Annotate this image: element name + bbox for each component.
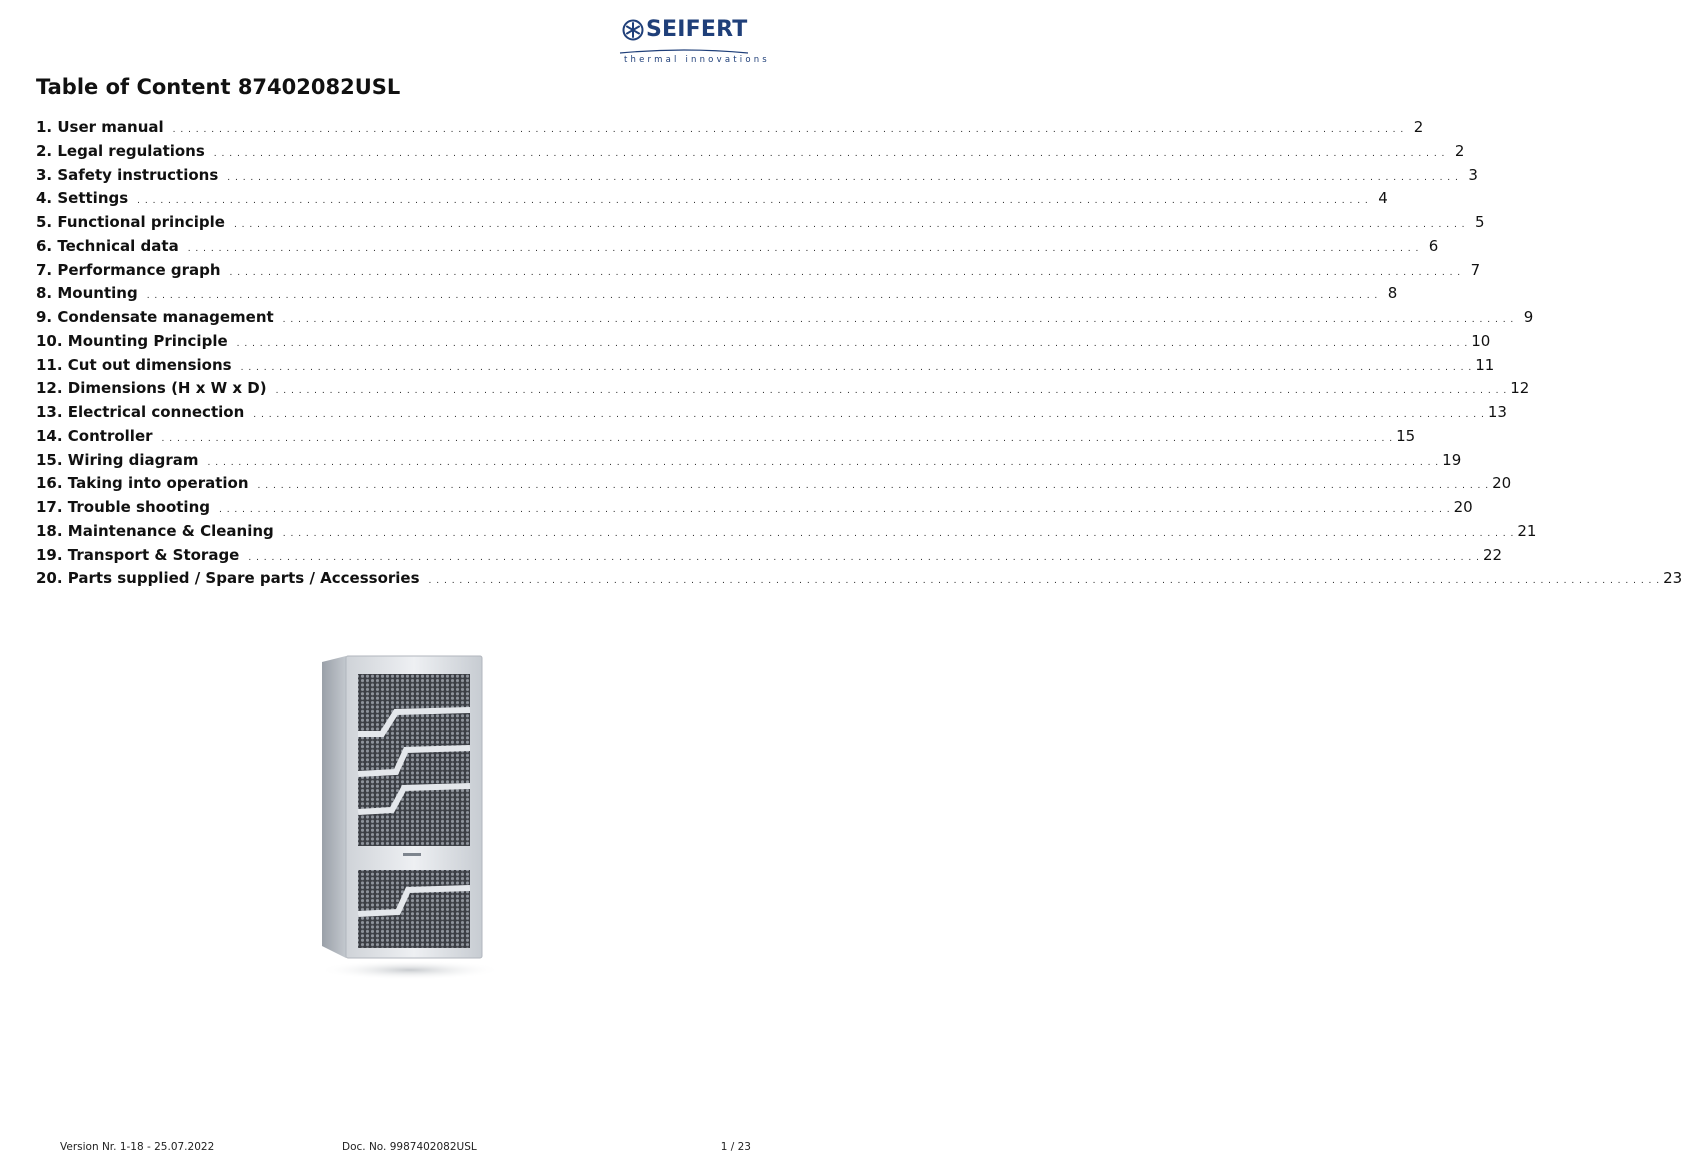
toc-entry[interactable] (36, 306, 1534, 330)
toc-entry[interactable] (36, 164, 1478, 188)
toc-entry-title[interactable]: 15. Wiring diagram (36, 450, 199, 469)
toc-entry[interactable] (36, 140, 1465, 164)
page-title: Table of Content 87402082USL (36, 75, 401, 99)
toc-entry-title[interactable]: 16. Taking into operation (36, 474, 249, 493)
footer-page-number: 1 / 23 (720, 1141, 751, 1153)
seifert-logo (618, 14, 770, 66)
toc-entry-page[interactable]: 20 (1453, 498, 1473, 516)
toc-entry[interactable] (36, 187, 1388, 211)
toc-entry-title[interactable]: 12. Dimensions (H x W x D) (36, 379, 267, 398)
toc-entry[interactable] (36, 282, 1398, 306)
toc-entry-page[interactable]: 9 (1523, 308, 1534, 326)
toc-entry-page[interactable]: 8 (1387, 284, 1398, 303)
dot-leader: . . . . . . . . . . . . . . . . . . . . . . . . . . . . . . . . . . . . . . . . . . . . . . . . . . . . . . . . . . . . . . . . . . . . . . . . . . . . . . . . . . . . . . . . . . . . . . . . . . . . . . . . . . . . . . . . . . . . . . . . . . . . . . . . . . . . . . . . . . . . . . . . . . . . . . . . . . . . . . . . (172, 125, 1405, 135)
toc-entry[interactable] (36, 116, 1424, 140)
toc-entry-title[interactable]: 19. Transport & Storage (36, 545, 240, 564)
toc-entry-page[interactable]: 11 (1475, 355, 1495, 374)
table-of-contents (36, 116, 1682, 591)
dot-leader: . . . . . . . . . . . . . . . . . . . . . . . . . . . . . . . . . . . . . . . . . . . . . . . . . . . . . . . . . . . . . . . . . . . . . . . . . . . . . . . . . . . . . . . . . . . . . . . . . . . . . . . . . . . . . . . . . . . . . . . . . . . . . . . . . . . . . . . . . . . . . . . . . . . . . . . . . . . . . . . . (229, 267, 1462, 278)
toc-entry-title[interactable]: 6. Technical data (36, 236, 179, 255)
dot-leader: . . . . . . . . . . . . . . . . . . . . . . . . . . . . . . . . . . . . . . . . . . . . . . . . . . . . . . . . . . . . . . . . . . . . . . . . . . . . . . . . . . . . . . . . . . . . . . . . . . . . . . . . . . . . . . . . . . . . . . . . . . . . . . . . . . . . . . . . . . . . . . . . . . . . . . . . . . . . . . . . (207, 457, 1440, 468)
toc-entry-page[interactable]: 22 (1482, 545, 1503, 564)
dot-leader: . . . . . . . . . . . . . . . . . . . . . . . . . . . . . . . . . . . . . . . . . . . . . . . . . . . . . . . . . . . . . . . . . . . . . . . . . . . . . . . . . . . . . . . . . . . . . . . . . . . . . . . . . . . . . . . . . . . . . . . . . . . . . . . . . . . . . . . . . . . . . . . . . . . . . . . . . . . . . . . . (146, 291, 1379, 302)
product-image (300, 652, 510, 982)
toc-entry-page[interactable]: 15 (1396, 426, 1416, 445)
dot-leader: . . . . . . . . . . . . . . . . . . . . . . . . . . . . . . . . . . . . . . . . . . . . . . . . . . . . . . . . . . . . . . . . . . . . . . . . . . . . . . . . . . . . . . . . . . . . . . . . . . . . . . . . . . . . . . . . . . . . . . . . . . . . . . . . . . . . . . . . . . . . . . . . . . . . . . . . . . . . . . . . (227, 172, 1459, 183)
toc-entry[interactable] (36, 567, 1682, 591)
logo-wordmark: SEIFERT (646, 17, 748, 42)
toc-entry-title[interactable]: 3. Safety instructions (36, 165, 219, 184)
toc-entry-title[interactable]: 14. Controller (36, 426, 153, 445)
toc-entry[interactable] (36, 496, 1473, 520)
dot-leader: . . . . . . . . . . . . . . . . . . . . . . . . . . . . . . . . . . . . . . . . . . . . . . . . . . . . . . . . . . . . . . . . . . . . . . . . . . . . . . . . . . . . . . . . . . . . . . . . . . . . . . . . . . . . . . . . . . . . . . . . . . . . . . . . . . . . . . . . . . . . . . . . . . . . . . . . . . . . . . . . (236, 338, 1469, 349)
toc-entry-title[interactable]: 4. Settings (36, 189, 129, 208)
toc-entry-title[interactable]: 5. Functional principle (36, 213, 225, 231)
toc-entry[interactable] (36, 472, 1512, 496)
toc-entry-page[interactable]: 13 (1487, 403, 1507, 421)
toc-entry-page[interactable]: 19 (1442, 450, 1462, 469)
toc-entry-title[interactable]: 18. Maintenance & Cleaning (36, 521, 274, 540)
toc-entry-page[interactable]: 2 (1413, 118, 1424, 136)
toc-entry[interactable] (36, 259, 1481, 283)
dot-leader: . . . . . . . . . . . . . . . . . . . . . . . . . . . . . . . . . . . . . . . . . . . . . . . . . . . . . . . . . . . . . . . . . . . . . . . . . . . . . . . . . . . . . . . . . . . . . . . . . . . . . . . . . . . . . . . . . . . . . . . . . . . . . . . . . . . . . . . . . . . . . . . . . . . . . . . . . . . . . . . . (240, 362, 1473, 373)
dot-leader: . . . . . . . . . . . . . . . . . . . . . . . . . . . . . . . . . . . . . . . . . . . . . . . . . . . . . . . . . . . . . . . . . . . . . . . . . . . . . . . . . . . . . . . . . . . . . . . . . . . . . . . . . . . . . . . . . . . . . . . . . . . . . . . . . . . . . . . . . . . . . . . . . . . . . . . . . . . . . . . . (428, 576, 1661, 587)
toc-entry[interactable] (36, 330, 1491, 354)
dot-leader: . . . . . . . . . . . . . . . . . . . . . . . . . . . . . . . . . . . . . . . . . . . . . . . . . . . . . . . . . . . . . . . . . . . . . . . . . . . . . . . . . . . . . . . . . . . . . . . . . . . . . . . . . . . . . . . . . . . . . . . . . . . . . . . . . . . . . . . . . . . . . . . . . . . . . . . . . . . . . . . . (218, 505, 1451, 515)
dot-leader: . . . . . . . . . . . . . . . . . . . . . . . . . . . . . . . . . . . . . . . . . . . . . . . . . . . . . . . . . . . . . . . . . . . . . . . . . . . . . . . . . . . . . . . . . . . . . . . . . . . . . . . . . . . . . . . . . . . . . . . . . . . . . . . . . . . . . . . . . . . . . . . . . . . . . . . . . . . . . . . . (275, 386, 1508, 397)
toc-entry[interactable] (36, 520, 1537, 544)
toc-entry-title[interactable]: 13. Electrical connection (36, 403, 245, 421)
toc-entry-page[interactable]: 7 (1470, 260, 1481, 279)
dot-leader: . . . . . . . . . . . . . . . . . . . . . . . . . . . . . . . . . . . . . . . . . . . . . . . . . . . . . . . . . . . . . . . . . . . . . . . . . . . . . . . . . . . . . . . . . . . . . . . . . . . . . . . . . . . . . . . . . . . . . . . . . . . . . . . . . . . . . . . . . . . . . . . . . . . . . . . . . . . . . . . . (213, 148, 1446, 159)
toc-entry-page[interactable]: 6 (1428, 236, 1439, 255)
toc-entry[interactable] (36, 544, 1503, 568)
dot-leader: . . . . . . . . . . . . . . . . . . . . . . . . . . . . . . . . . . . . . . . . . . . . . . . . . . . . . . . . . . . . . . . . . . . . . . . . . . . . . . . . . . . . . . . . . . . . . . . . . . . . . . . . . . . . . . . . . . . . . . . . . . . . . . . . . . . . . . . . . . . . . . . . . . . . . . . . . . . . . . . . (248, 552, 1480, 563)
toc-entry-page[interactable]: 23 (1663, 569, 1682, 588)
logo-tagline: thermal innovations (624, 55, 770, 65)
toc-entry-title[interactable]: 8. Mounting (36, 284, 138, 303)
dot-leader: . . . . . . . . . . . . . . . . . . . . . . . . . . . . . . . . . . . . . . . . . . . . . . . . . . . . . . . . . . . . . . . . . . . . . . . . . . . . . . . . . . . . . . . . . . . . . . . . . . . . . . . . . . . . . . . . . . . . . . . . . . . . . . . . . . . . . . . . . . . . . . . . . . . . . . . . . . . . . . . . (137, 196, 1369, 207)
dot-leader: . . . . . . . . . . . . . . . . . . . . . . . . . . . . . . . . . . . . . . . . . . . . . . . . . . . . . . . . . . . . . . . . . . . . . . . . . . . . . . . . . . . . . . . . . . . . . . . . . . . . . . . . . . . . . . . . . . . . . . . . . . . . . . . . . . . . . . . . . . . . . . . . . . . . . . . . . . . . . . . . (161, 433, 1394, 444)
toc-entry-title[interactable]: 9. Condensate management (36, 308, 274, 326)
dot-leader: . . . . . . . . . . . . . . . . . . . . . . . . . . . . . . . . . . . . . . . . . . . . . . . . . . . . . . . . . . . . . . . . . . . . . . . . . . . . . . . . . . . . . . . . . . . . . . . . . . . . . . . . . . . . . . . . . . . . . . . . . . . . . . . . . . . . . . . . . . . . . . . . . . . . . . . . . . . . . . . . (257, 481, 1490, 492)
toc-entry[interactable] (36, 235, 1439, 259)
toc-entry-title[interactable]: 1. User manual (36, 118, 164, 136)
dot-leader: . . . . . . . . . . . . . . . . . . . . . . . . . . . . . . . . . . . . . . . . . . . . . . . . . . . . . . . . . . . . . . . . . . . . . . . . . . . . . . . . . . . . . . . . . . . . . . . . . . . . . . . . . . . . . . . . . . . . . . . . . . . . . . . . . . . . . . . . . . . . . . . . . . . . . . . . . . . . . . . . (282, 315, 1515, 325)
toc-entry-page[interactable]: 5 (1475, 213, 1485, 231)
snowflake-icon (622, 19, 644, 41)
toc-entry-page[interactable]: 21 (1517, 521, 1537, 540)
toc-entry-title[interactable]: 17. Trouble shooting (36, 498, 210, 516)
footer-version: Version Nr. 1-18 - 25.07.2022 (60, 1141, 215, 1153)
toc-entry-title[interactable]: 11. Cut out dimensions (36, 355, 232, 374)
footer-doc-number: Doc. No. 9987402082USL (342, 1141, 477, 1153)
toc-entry-title[interactable]: 10. Mounting Principle (36, 331, 228, 350)
dot-leader: . . . . . . . . . . . . . . . . . . . . . . . . . . . . . . . . . . . . . . . . . . . . . . . . . . . . . . . . . . . . . . . . . . . . . . . . . . . . . . . . . . . . . . . . . . . . . . . . . . . . . . . . . . . . . . . . . . . . . . . . . . . . . . . . . . . . . . . . . . . . . . . . . . . . . . . . . . . . . . . . (187, 243, 1420, 254)
toc-entry-page[interactable]: 2 (1454, 141, 1465, 160)
toc-entry[interactable] (36, 425, 1416, 449)
toc-entry[interactable] (36, 354, 1495, 378)
toc-entry[interactable] (36, 449, 1462, 473)
toc-entry[interactable] (36, 377, 1530, 401)
toc-entry-title[interactable]: 2. Legal regulations (36, 141, 205, 160)
toc-entry[interactable] (36, 211, 1485, 235)
dot-leader: . . . . . . . . . . . . . . . . . . . . . . . . . . . . . . . . . . . . . . . . . . . . . . . . . . . . . . . . . . . . . . . . . . . . . . . . . . . . . . . . . . . . . . . . . . . . . . . . . . . . . . . . . . . . . . . . . . . . . . . . . . . . . . . . . . . . . . . . . . . . . . . . . . . . . . . . . . . . . . . . (233, 220, 1466, 230)
toc-entry-title[interactable]: 20. Parts supplied / Spare parts / Accessories (36, 569, 420, 588)
toc-entry-title[interactable]: 7. Performance graph (36, 260, 221, 279)
dot-leader: . . . . . . . . . . . . . . . . . . . . . . . . . . . . . . . . . . . . . . . . . . . . . . . . . . . . . . . . . . . . . . . . . . . . . . . . . . . . . . . . . . . . . . . . . . . . . . . . . . . . . . . . . . . . . . . . . . . . . . . . . . . . . . . . . . . . . . . . . . . . . . . . . . . . . . . . . . . . . . . . (253, 410, 1485, 420)
toc-entry-page[interactable]: 3 (1468, 165, 1478, 184)
toc-entry-page[interactable]: 10 (1471, 331, 1491, 350)
dot-leader: . . . . . . . . . . . . . . . . . . . . . . . . . . . . . . . . . . . . . . . . . . . . . . . . . . . . . . . . . . . . . . . . . . . . . . . . . . . . . . . . . . . . . . . . . . . . . . . . . . . . . . . . . . . . . . . . . . . . . . . . . . . . . . . . . . . . . . . . . . . . . . . . . . . . . . . . . . . . . . . . (282, 528, 1515, 539)
toc-entry-page[interactable]: 4 (1378, 189, 1388, 208)
toc-entry[interactable] (36, 401, 1507, 425)
toc-entry-page[interactable]: 12 (1510, 379, 1530, 398)
toc-entry-page[interactable]: 20 (1492, 474, 1512, 493)
